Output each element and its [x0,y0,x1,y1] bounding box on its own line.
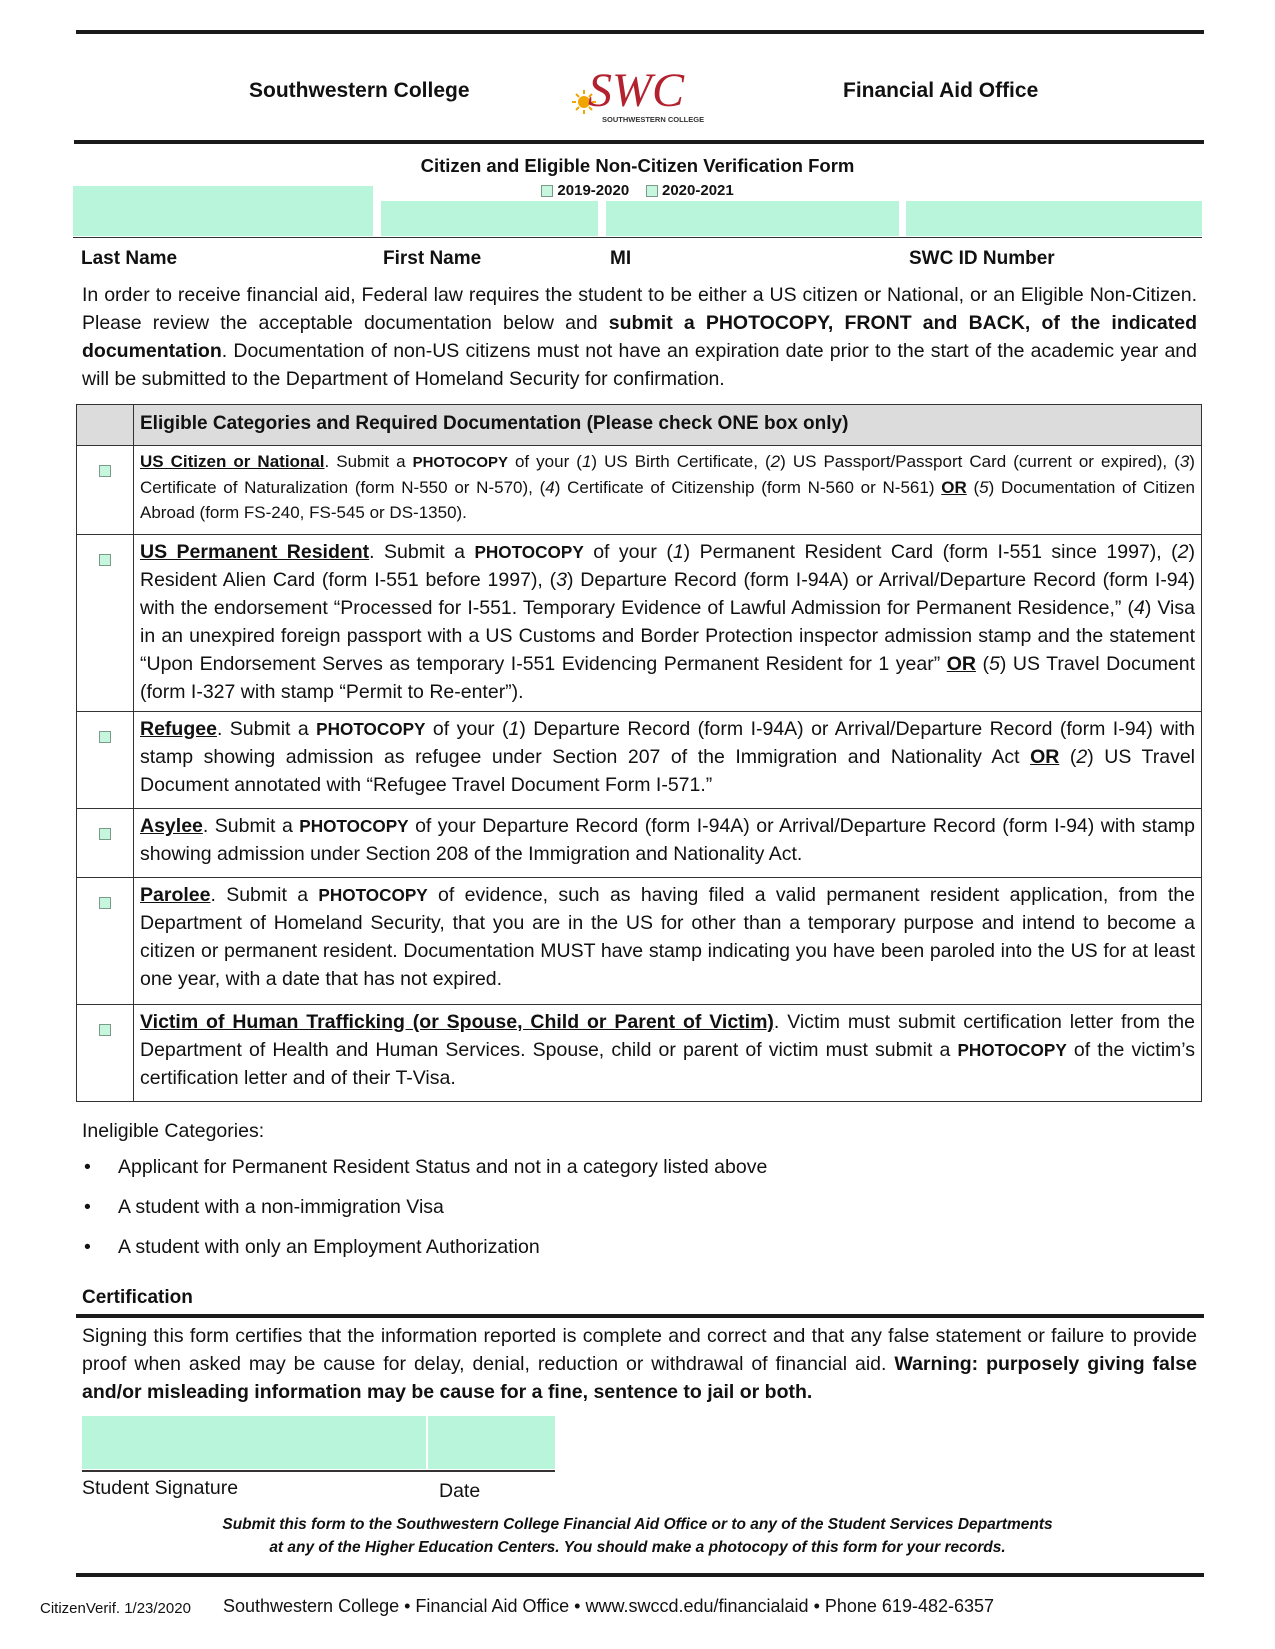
category-row-permanent-resident [77,535,1202,712]
item-number: 1 [672,541,684,563]
checkbox-permanent-resident[interactable] [99,554,111,566]
checkbox-cell [77,712,134,809]
name-fields-underline [73,237,1202,238]
header-rule [74,140,1204,144]
category-text: ) Certificate of Naturalization (form N-550 or N-570), ( [140,452,1195,497]
category-text: ) US Travel Document annotated with “Refugee Travel Document Form I-571.” [140,746,1195,796]
intro-text-1: In order to receive financial aid, Federal law requires the student to be either a US citizen or National, or an Eligible Non-Citizen. Please review the acceptable documentation below and [82,284,1197,334]
certification-title: Certification [82,1287,193,1308]
category-text: ) Resident Alien Card (form I-551 before 1997), ( [140,541,1195,591]
footer-rule [76,1573,1204,1577]
category-text: of the victim’s certification letter and of their T-Visa. [140,1039,1195,1089]
category-text: ) US Travel Document (form I-327 with stamp “Permit to Re-enter”). [140,653,1196,703]
category-text: of your ( [583,541,673,563]
category-text: . Submit a [369,541,475,563]
or-emph: OR [1030,746,1060,768]
checkbox-cell [77,1005,134,1102]
submit-note-line-2: at any of the Higher Education Centers. You should make a photocopy of this form for your records. [269,1539,1006,1556]
item-number: 2 [1076,746,1088,768]
ineligible-item: • A student with a non-immigration Visa [76,1195,767,1235]
logo-text: SWC [588,64,684,117]
category-text: ) Documentation of Citizen Abroad (form FS-240, FS-545 or DS-1350). [140,478,1195,522]
category-text: ) Permanent Resident Card (form I-551 since 1997), ( [683,541,1178,563]
certification-warning: Warning: purposely giving false and/or misleading information may be cause for a fine, sentence to jail or both. [82,1353,1197,1403]
office-name: Financial Aid Office [843,79,1039,102]
item-number: 3 [1179,452,1190,471]
checkbox-citizen[interactable] [99,465,111,477]
intro-paragraph [82,281,1197,393]
category-text: ) Visa in an unexpired foreign passport with a US Customs and Border Protection inspector admission stamp and the statement “Upon Endorsement Serves as temporary I-551 Evidencing Permanent Resident for 1 year” [140,597,1195,675]
last-name-input[interactable] [73,186,373,236]
photocopy-emph: PHOTOCOPY [299,816,409,836]
checkbox-refugee[interactable] [99,731,111,743]
category-title: Victim of Human Trafficking (or Spouse, Child or Parent of Victim) [140,1011,774,1033]
logo-caption: SOUTHWESTERN COLLEGE [602,115,705,124]
swc-logo [570,46,720,126]
category-text-citizen [134,446,1202,535]
date-input[interactable] [428,1416,555,1469]
ineligible-list [76,1155,767,1275]
table-header: Eligible Categories and Required Documentation (Please check ONE box only) [134,405,1202,446]
photocopy-emph: PHOTOCOPY [957,1040,1067,1060]
category-title: Refugee [140,718,217,740]
photocopy-emph: PHOTOCOPY [412,454,508,471]
item-number: 4 [545,478,555,497]
footer-version: CitizenVerif. 1/23/2020 [40,1600,191,1617]
first-name-label: First Name [383,248,482,269]
category-row-trafficking [77,1005,1202,1102]
category-title: Parolee [140,884,211,906]
category-row-parolee [77,878,1202,1005]
item-number: 5 [979,478,989,497]
category-row-citizen [77,446,1202,535]
mi-label: MI [610,248,632,269]
category-text: ) Departure Record (form I-94A) or Arrival/Departure Record (form I-94) with stamp showing admission as refugee under Section 207 of the Immigration and Nationality Act [140,718,1195,768]
category-text: of your ( [425,718,509,740]
item-number: 4 [1133,597,1145,619]
category-row-refugee [77,712,1202,809]
last-name-label: Last Name [81,248,178,269]
category-text: of evidence, such as having filed a valid permanent resident application, from the Department of Homeland Security, that you are in the US for other than a temporary purpose and intend to become a citizen or permanent resident. Documentation MUST have stamp indicating you have been paroled into the US for at least one year, with a date that has not expired. [140,884,1195,990]
category-text: ) US Passport/Passport Card (current or expired), ( [780,452,1180,471]
swc-id-input[interactable] [906,201,1202,236]
table-header-spacer [77,405,134,446]
category-text-asylee [134,809,1202,878]
category-text: . Submit a [210,884,319,906]
signature-input[interactable] [82,1416,426,1469]
item-number: 2 [1177,541,1189,563]
swc-logo-mark [570,46,720,126]
category-text: . Submit a [216,718,317,740]
category-text: ( [966,478,980,497]
signature-underline [82,1470,555,1472]
photocopy-emph: PHOTOCOPY [474,542,584,562]
checkbox-parolee[interactable] [99,897,111,909]
category-title: Asylee [140,815,203,837]
checkbox-cell [77,809,134,878]
submit-note-line-1: Submit this form to the Southwestern College Financial Aid Office or to any of the Student Services Departments [222,1516,1053,1533]
category-title: US Permanent Resident [140,541,370,563]
date-label: Date [439,1480,481,1502]
item-number: 1 [508,718,520,740]
year-label-2020-2021: 2020-2021 [662,182,734,199]
category-text: ( [975,653,989,675]
category-title: US Citizen or National [140,452,325,471]
category-text: ( [1059,746,1077,768]
eligible-categories-table [76,404,1202,1102]
checkbox-trafficking[interactable] [99,1024,111,1036]
certification-text: Signing this form certifies that the information reported is complete and correct and that any false statement or failure to provide proof when asked may be cause for delay, denial, reduction or withdrawal of financial aid. [82,1325,1197,1375]
signature-label: Student Signature [82,1477,239,1499]
category-text: ) Certificate of Citizenship (form N-560 or N-561) [554,478,942,497]
ineligible-item: • A student with only an Employment Authorization [76,1235,767,1275]
category-text: of your ( [507,452,582,471]
category-row-asylee [77,809,1202,878]
category-text-parolee [134,878,1202,1005]
category-text: ) Departure Record (form I-94A) or Arrival/Departure Record (form I-94) with the endorsement “Processed for I-551. Temporary Evidence of Lawful Admission for Permanent Residence,” ( [140,569,1195,619]
category-text-refugee [134,712,1202,809]
checkbox-cell [77,878,134,1005]
swc-id-label: SWC ID Number [909,248,1055,269]
ineligible-title: Ineligible Categories: [82,1120,265,1142]
item-number: 1 [581,452,592,471]
checkbox-cell [77,446,134,535]
college-name: Southwestern College [249,79,470,102]
year-label-2019-2020: 2019-2020 [557,182,630,199]
category-text: . Victim must submit certification letter from the Department of Health and Human Services. Spouse, child or parent of victim must submit a [140,1011,1195,1061]
category-text: . Submit a [202,815,300,837]
ineligible-item: • Applicant for Permanent Resident Status and not in a category listed above [76,1155,767,1195]
certification-rule [76,1314,1204,1318]
category-text-trafficking [134,1005,1202,1102]
top-rule [76,30,1204,34]
table-header-row [77,405,1202,446]
category-text: of your Departure Record (form I-94A) or Arrival/Departure Record (form I-94) with stamp showing admission under Section 208 of the Immigration and Nationality Act. [140,815,1195,865]
footer-contact: Southwestern College • Financial Aid Office • www.swccd.edu/financialaid • Phone 619-482-6357 [223,1596,995,1616]
certification-paragraph [82,1322,1197,1406]
intro-text-2: . Documentation of non-US citizens must not have an expiration date prior to the start of the academic year and will be submitted to the Department of Homeland Security for confirmation. [82,340,1197,390]
category-text: ) US Birth Certificate, ( [591,452,771,471]
item-number: 3 [556,569,568,591]
photocopy-emph: PHOTOCOPY [318,885,428,905]
checkbox-asylee[interactable] [99,828,111,840]
form-title: Citizen and Eligible Non-Citizen Verification Form [420,155,855,176]
or-emph: OR [946,653,976,675]
photocopy-emph: PHOTOCOPY [316,719,426,739]
first-name-input[interactable] [381,201,598,236]
year-checkbox-2019-2020[interactable] [541,185,553,197]
checkbox-cell [77,535,134,712]
year-checkbox-2020-2021[interactable] [646,185,658,197]
item-number: 2 [770,452,781,471]
item-number: 5 [989,653,1000,675]
category-text: . Submit a [324,452,413,471]
category-text-permanent-resident [134,535,1202,712]
mi-input[interactable] [606,201,899,236]
or-emph: OR [941,478,967,497]
intro-bold: submit a PHOTOCOPY, FRONT and BACK, of the indicated documentation [82,312,1198,362]
